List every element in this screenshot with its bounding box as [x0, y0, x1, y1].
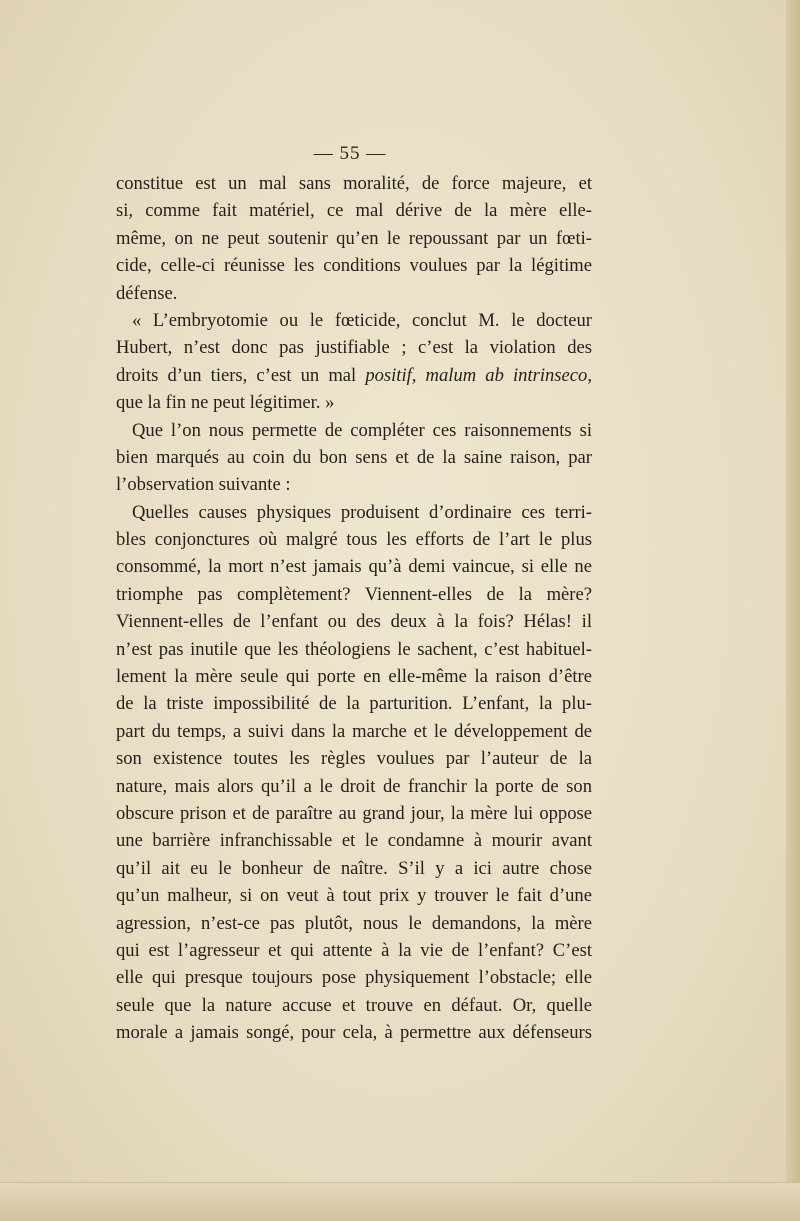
text-line — [116, 197, 592, 224]
text-line — [116, 499, 592, 526]
text-line — [116, 170, 592, 197]
text-line-content: une barrière infranchissable et le condamne à mourir avant — [116, 830, 592, 852]
text-line-content: Quelles causes physiques produisent d’ordinaire ces terri- — [132, 501, 592, 523]
text-line — [116, 937, 592, 964]
text-line — [116, 827, 592, 854]
text-line — [116, 910, 592, 937]
text-line-content: qu’il ait eu le bonheur de naître. S’il y a ici autre chose — [116, 857, 592, 879]
text-line-content: part du temps, a suivi dans la marche et le développement de — [116, 720, 592, 742]
text-line-content: Viennent-elles de l’enfant ou des deux à la fois? Hélas! il — [116, 611, 592, 633]
text-line — [116, 526, 592, 553]
text-line-content: même, on ne peut soutenir qu’en le repoussant par un fœti- — [116, 227, 592, 249]
text-line — [116, 663, 592, 690]
text-line-content: bles conjonctures où malgré tous les efforts de l’art le plus — [116, 529, 592, 551]
text-line — [116, 636, 592, 663]
text-line-content: obscure prison et de paraître au grand jour, la mère lui oppose — [116, 802, 592, 824]
text-line-content: Hubert, n’est donc pas justifiable ; c’est la violation des — [116, 337, 592, 359]
text-line — [116, 718, 592, 745]
text-line-content: l’observation suivante : — [116, 474, 291, 496]
text-line — [116, 745, 592, 772]
text-line — [116, 1019, 592, 1046]
text-line — [116, 992, 592, 1019]
text-line — [116, 471, 592, 498]
text-line — [116, 690, 592, 717]
text-line — [116, 855, 592, 882]
text-line-content: consommé, la mort n’est jamais qu’à demi vaincue, si elle ne — [116, 556, 592, 578]
text-line — [116, 581, 592, 608]
text-line-content: défense. — [116, 282, 178, 304]
paper-edge-bottom — [0, 1182, 800, 1221]
text-line-content: triomphe pas complètement? Viennent-elles de la mère? — [116, 583, 592, 605]
text-line — [116, 882, 592, 909]
text-line — [116, 773, 592, 800]
text-line-content: qui est l’agresseur et qui attente à la vie de l’enfant? C’est — [116, 939, 592, 961]
page-number: — 55 — — [313, 143, 387, 164]
text-line-content: lement la mère seule qui porte en elle-même la raison d’être — [116, 666, 592, 688]
text-line-content: qu’un malheur, si on veut à tout prix y trouver le fait d’une — [116, 885, 592, 907]
text-line — [116, 553, 592, 580]
text-line-content: cide, celle-ci réunisse les conditions voulues par la légitime — [116, 255, 592, 277]
text-line-content: bien marqués au coin du bon sens et de la saine raison, par — [116, 446, 592, 468]
text-line-content: morale a jamais songé, pour cela, à permettre aux défenseurs — [116, 1022, 592, 1044]
text-line-content: « L’embryotomie ou le fœticide, conclut M. le docteur — [132, 309, 592, 331]
text-line-content: son existence toutes les règles voulues par l’auteur de la — [116, 748, 592, 770]
text-line — [116, 800, 592, 827]
text-line-content: constitue est un mal sans moralité, de force majeure, et — [116, 173, 592, 194]
text-line-content: Que l’on nous permette de compléter ces raisonnements si — [132, 419, 592, 441]
text-line-content: seule que la nature accuse et trouve en défaut. Or, quelle — [116, 994, 592, 1016]
text-line — [116, 444, 592, 471]
text-line — [116, 307, 592, 334]
text-line-content: elle qui presque toujours pose physiquement l’obstacle; elle — [116, 967, 592, 989]
text-line — [116, 964, 592, 991]
text-line — [116, 608, 592, 635]
text-line — [116, 389, 592, 416]
text-line-content: si, comme fait matériel, ce mal dérive de la mère elle- — [116, 200, 592, 222]
body-text — [116, 170, 592, 1047]
text-line — [116, 362, 592, 389]
text-line-content: que la fin ne peut légitimer. » — [116, 392, 335, 414]
text-line — [116, 252, 592, 279]
text-line-content: agression, n’est-ce pas plutôt, nous le demandons, la mère — [116, 912, 592, 934]
text-line-content: nature, mais alors qu’il a le droit de franchir la porte de son — [116, 775, 592, 797]
text-line-italic: positif, malum ab intrinseco, — [365, 364, 592, 386]
text-line — [116, 225, 592, 252]
text-line-content: droits d’un tiers, c’est un mal — [116, 364, 366, 386]
text-line — [116, 417, 592, 444]
paper-edge-right — [786, 0, 800, 1221]
text-line-content: de la triste impossibilité de la parturition. L’enfant, la plu- — [116, 693, 592, 715]
text-line — [116, 280, 592, 307]
text-line — [116, 334, 592, 361]
text-line-content: n’est pas inutile que les théologiens le sachent, c’est habituel- — [116, 638, 592, 660]
